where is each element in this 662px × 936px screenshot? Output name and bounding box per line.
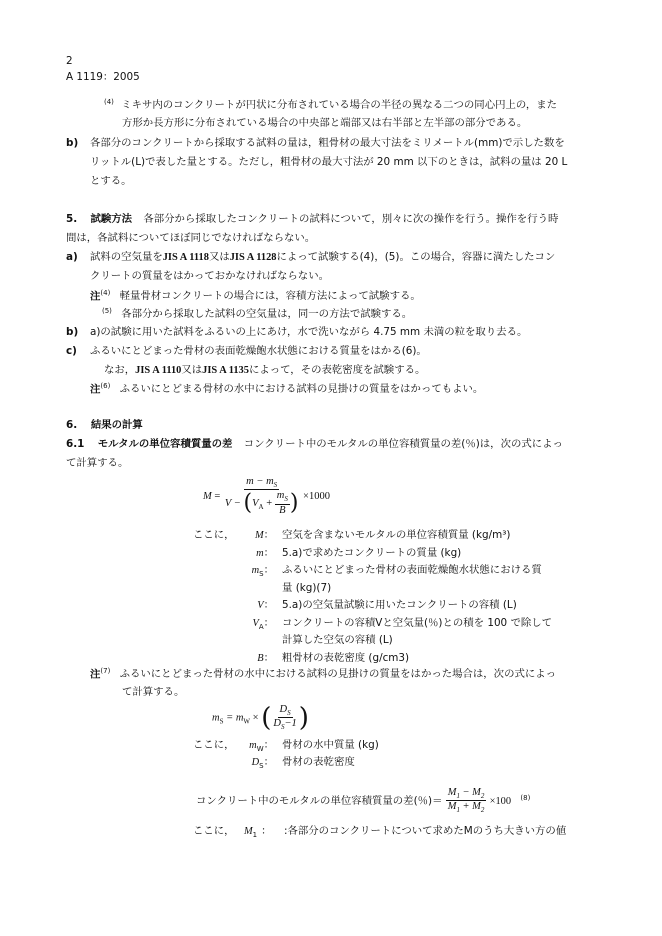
section5-note4 bbox=[90, 289, 421, 303]
jis-a1135: JIS A 1135 bbox=[202, 365, 249, 376]
definition-symbol: V： bbox=[257, 599, 274, 611]
section6-1-number: 6.1 bbox=[66, 438, 85, 450]
jis-a1110: JIS A 1110 bbox=[135, 365, 182, 376]
definition-text: 計算した空気の容積 (L) bbox=[282, 634, 393, 646]
section6-number: 6. bbox=[66, 419, 78, 431]
formula1-eq: = bbox=[214, 491, 221, 503]
section5-note6 bbox=[90, 382, 483, 396]
formula-mortal-density bbox=[203, 476, 330, 518]
item-b-line1: 各部分のコンクリートから採取する試料の量は，粗骨材の最大寸法をミリメートル(mm)で示した数を bbox=[90, 137, 565, 149]
section5-a-label: a) bbox=[66, 251, 78, 263]
section5-a-pre: 試料の空気量を bbox=[90, 251, 163, 263]
formula1-lhs: M bbox=[203, 491, 212, 503]
definition-symbol: $m_S$： bbox=[251, 564, 274, 579]
defs3-here: ここに， bbox=[193, 825, 235, 837]
definition-text: 5.a)で求めたコンクリートの質量 (kg) bbox=[282, 546, 462, 559]
page-number: 2 bbox=[66, 55, 73, 67]
definition-symbol: $V_A$： bbox=[252, 616, 274, 631]
definition-text: 骨材の水中質量 (kg) bbox=[282, 739, 379, 751]
section5-a-line1 bbox=[90, 251, 555, 264]
definition-symbol: B： bbox=[257, 651, 274, 664]
section5-a-mid: 又は bbox=[208, 251, 230, 263]
formula1-tail: ×1000 bbox=[303, 491, 330, 503]
section5-intro2: 間は，各試料についてほぼ同じでなければならない。 bbox=[66, 232, 316, 244]
note7-line1: ふるいにとどまった骨材の水中における試料の見掛けの質量をはかった場合は，次の式によっ bbox=[119, 668, 557, 681]
definition-text: 5.a)の空気量試験に用いたコンクリートの容積 (L) bbox=[282, 599, 517, 611]
note4-line1: ミキサ内のコンクリートが円状に分布されている場合の半径の異なる二つの同心円上の，また bbox=[121, 99, 558, 112]
note5-ref-marker: (5) bbox=[102, 307, 112, 315]
section5-number: 5. bbox=[66, 213, 78, 225]
formula2-fraction: $\frac{D_S}{D_S-1}$ bbox=[273, 704, 297, 732]
section5-a-line2: クリートの質量をはかっておかなければならない。 bbox=[90, 270, 329, 282]
definition-text: 空気を含まないモルタルの単位容積質量 (kg/m³) bbox=[282, 529, 511, 541]
jis-a1128: JIS A 1128 bbox=[229, 252, 277, 263]
section5-heading-line bbox=[66, 213, 558, 225]
defs3-symbol: $M_1$ ： bbox=[244, 825, 272, 840]
jis-a1118: JIS A 1118 bbox=[162, 252, 209, 263]
note7-line1-block bbox=[90, 667, 556, 681]
formula3-fraction: $\frac{M_1 - M_2}{M_1 + M_2}$ bbox=[447, 787, 485, 815]
section5-note5-text: 各部分から採取した試料の空気量は，同一の方法で試験する。 bbox=[121, 308, 413, 321]
section6-heading bbox=[66, 419, 143, 431]
definition-symbol: $D_S$： bbox=[251, 756, 274, 771]
item-b-label: b) bbox=[66, 137, 79, 149]
section5-c-label: c) bbox=[66, 345, 77, 357]
section5-note6-text: ふるいにとどまる骨材の水中における試料の見掛けの質量をはかってもよい。 bbox=[119, 383, 484, 396]
definition-symbol: $m_W$： bbox=[249, 739, 274, 754]
section5-intro1: 各部分から採取したコンクリートの試料について，別々に次の操作を行う。操作を行う時 bbox=[143, 213, 559, 225]
formula1-inner-fraction: $\frac{m_S}{B}$ bbox=[276, 490, 288, 516]
section5-c-text: ふるいにとどまった骨材の表面乾燥飽水状態における質量をはかる(6)。 bbox=[90, 345, 427, 357]
formula-mortal-diff bbox=[196, 787, 530, 815]
defs2-here: ここに， bbox=[193, 739, 235, 751]
definition-text: コンクリートの容積Vと空気量(％)との積を 100 で除して bbox=[282, 616, 553, 629]
section5-note5 bbox=[102, 307, 412, 321]
definition-text: 量 (kg)(7) bbox=[282, 581, 332, 594]
note-label: 注 bbox=[90, 383, 101, 396]
defs3-text: :各部分のコンクリートについて求めたMのうち大きい方の値 bbox=[284, 825, 567, 837]
formula-ms: $m_S = m_W$ × ( $\frac{D_S}{D_S-1}$ ) bbox=[212, 702, 309, 733]
defs1-here: ここに， bbox=[193, 529, 235, 541]
note4-line2: 方形か長方形に分布されている場合の中央部と端部又は右半部と左半部の部分である。 bbox=[122, 117, 528, 129]
note7-line2: て計算する。 bbox=[122, 686, 185, 698]
item-b-line3: とする。 bbox=[90, 175, 132, 187]
section5-b-text: a)の試験に用いた試料をふるいの上にあけ，水で洗いながら 4.75 mm 未満の粒を取り去る。 bbox=[90, 326, 528, 338]
note-label: 注 bbox=[90, 290, 101, 303]
note4-block bbox=[104, 98, 557, 112]
section5-c2-mid: 又は bbox=[181, 364, 203, 376]
formula3-lhs: コンクリート中のモルタルの単位容積質量の差(％)＝ bbox=[196, 794, 443, 807]
definition-text: ふるいにとどまった骨材の表面乾燥飽水状態における質 bbox=[282, 564, 542, 576]
formula3-note-ref: (8) bbox=[520, 793, 531, 802]
section5-note4-text: 軽量骨材コンクリートの場合には，容積方法によって試験する。 bbox=[119, 290, 421, 303]
section6-1-title: モルタルの単位容積質量の差 bbox=[97, 438, 233, 450]
definition-text: 粗骨材の表乾密度 (g/cm3) bbox=[282, 651, 410, 664]
note4-ref-marker: (4) bbox=[100, 289, 111, 297]
note7-label: 注 bbox=[90, 668, 101, 681]
formula1-numerator: $m - m_S$ bbox=[246, 476, 278, 490]
section6-1-intro1: コンクリート中のモルタルの単位容積質量の差(％)は，次の式によっ bbox=[243, 438, 563, 450]
section5-c2-post: によって，その表乾密度を試験する。 bbox=[248, 364, 426, 376]
section5-a-post: によって試験する(4)，(5)。この場合，容器に満たしたコン bbox=[276, 251, 556, 263]
note4-marker: (4) bbox=[104, 98, 114, 106]
formula3-tail: ×100 bbox=[489, 795, 512, 807]
section5-c2-pre: なお， bbox=[104, 364, 136, 376]
formula1-denominator: $V - (V_A$ + $\frac{m_S}{B}$ ) bbox=[224, 490, 299, 517]
section5-c2 bbox=[104, 364, 425, 377]
note7-marker: (7) bbox=[100, 667, 111, 675]
definition-text: 骨材の表乾密度 bbox=[282, 756, 355, 768]
item-b-line2: リットル(L)で表した量とする。ただし，粗骨材の最大寸法が 20 mm 以下のときは，試料の量は 20 L bbox=[90, 156, 568, 168]
section6-title: 結果の計算 bbox=[90, 419, 143, 431]
standard-code: A 1119：2005 bbox=[66, 71, 140, 83]
section5-title: 試験方法 bbox=[90, 213, 133, 225]
definition-symbol: m： bbox=[256, 546, 274, 559]
formula1-fraction bbox=[223, 476, 301, 518]
note6-ref-marker: (6) bbox=[100, 382, 111, 390]
section6-1-intro2: て計算する。 bbox=[66, 457, 129, 469]
definition-symbol: M： bbox=[254, 529, 274, 541]
section6-1-heading-line bbox=[66, 438, 563, 450]
section5-b-label: b) bbox=[66, 326, 79, 338]
